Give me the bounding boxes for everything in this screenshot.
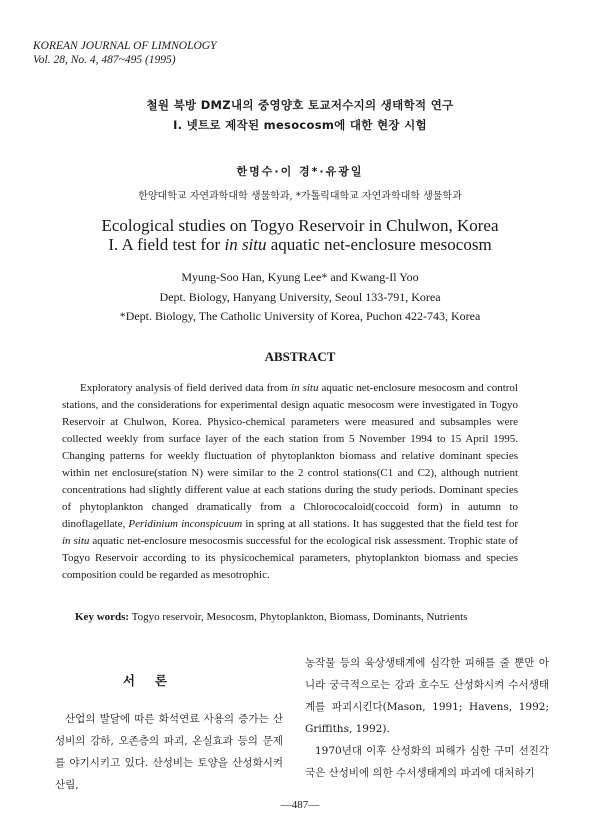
title-text: I. A field test for <box>108 235 225 254</box>
keywords <box>75 611 467 623</box>
abstract-text-3: in spring at all stations. It has suggested that the field test for <box>242 518 518 530</box>
abstract-body <box>62 380 518 584</box>
journal-name: KOREAN JOURNAL OF LIMNOLOGY <box>33 40 217 52</box>
english-title-line2 <box>0 235 600 255</box>
english-affiliation-1: Dept. Biology, Hanyang University, Seoul 133-791, Korea <box>159 290 441 304</box>
abstract-italic-1: in situ <box>291 382 319 394</box>
korean-authors: 한명수·이 경*·유광일 <box>236 165 364 178</box>
english-authors: Myung-Soo Han, Kyung Lee* and Kwang-Il Yoo <box>181 270 419 284</box>
right-paragraph-2: 1970년대 이후 산성화의 피해가 심한 구미 선진각국은 산성비에 의한 수서생태계의 파괴에 대처하기 <box>305 745 549 779</box>
abstract-text-2: aquatic net-enclosure mesocosm and control stations, and the considerations for experimental design aquatic mesocosm were investigated in Togyo Reservoir at Chulwon, Korea. Physico-chemical parameters were measured and subsamples were collected weekly from surface layer of the each station from 5 November 1994 to 15 April 1995. Changing patterns for weekly fluctuation of phytoplankton biomass and relative dominant species within net enclosure(station N) were similar to the 2 control stations(C1 and C2), although nutrient concentrations had slightly different value at each stations during the study periods. Dominant species of phytoplankton changed dramatically from a Chlorococaloid(coccoid form) in autumn to dinoflagellate, <box>62 382 518 530</box>
korean-title-line1: 철원 북방 DMZ내의 중영양호 토교저수지의 생태학적 연구 <box>146 98 454 112</box>
korean-affiliations: 한양대학교 자연과학대학 생물학과, *가톨릭대학교 자연과학대학 생물학과 <box>138 191 462 202</box>
section-heading: 서론 <box>122 673 188 688</box>
abstract-heading: ABSTRACT <box>264 349 336 364</box>
body-right-column <box>305 652 549 784</box>
journal-citation: Vol. 28, No. 4, 487~495 (1995) <box>33 54 176 66</box>
abstract-text-4: aquatic net-enclosure mesocosmis successful for the ecological risk assessment. Trophic state of Togyo Reservoir according to its physicochemical parameters, phytoplankton biomass and species composition could be regarded as mesotrophic. <box>62 535 518 581</box>
keywords-label: Key words: <box>75 611 130 623</box>
left-paragraph: 산업의 발달에 따른 화석연료 사용의 증가는 산성비의 강하, 오존층의 파괴, 온실효과 등의 문제를 야기시키고 있다. 산성비는 토양을 산성화시켜 산림, <box>55 713 283 791</box>
english-title-line1: Ecological studies on Togyo Reservoir in Chulwon, Korea <box>101 216 499 235</box>
korean-title-line2: I. 넷트로 제작된 mesocosm에 대한 현장 시험 <box>173 118 427 132</box>
abstract-text-1: Exploratory analysis of field derived data from <box>80 382 292 394</box>
abstract-italic-2: Peridinium inconspicuum <box>128 518 243 530</box>
title-text-end: aquatic net-enclosure mesocosm <box>266 235 492 254</box>
english-affiliation-2: *Dept. Biology, The Catholic University of Korea, Puchon 422-743, Korea <box>119 309 481 323</box>
page-number: —487— <box>280 799 320 811</box>
title-italic: in situ <box>224 235 267 254</box>
right-paragraph-1: 농작물 등의 육상생태계에 심각한 피해를 줄 뿐만 아니라 궁극적으로는 강과 호수도 산성화시켜 수서생태계를 파괴시킨다(Mason, 1991; Havens, 1992; Griffiths, 1992). <box>305 657 549 735</box>
body-left-column <box>55 708 283 796</box>
abstract-italic-3: in situ <box>62 535 90 547</box>
journal-header <box>33 39 216 67</box>
keywords-text: Togyo reservoir, Mesocosm, Phytoplankton, Biomass, Dominants, Nutrients <box>129 611 468 623</box>
